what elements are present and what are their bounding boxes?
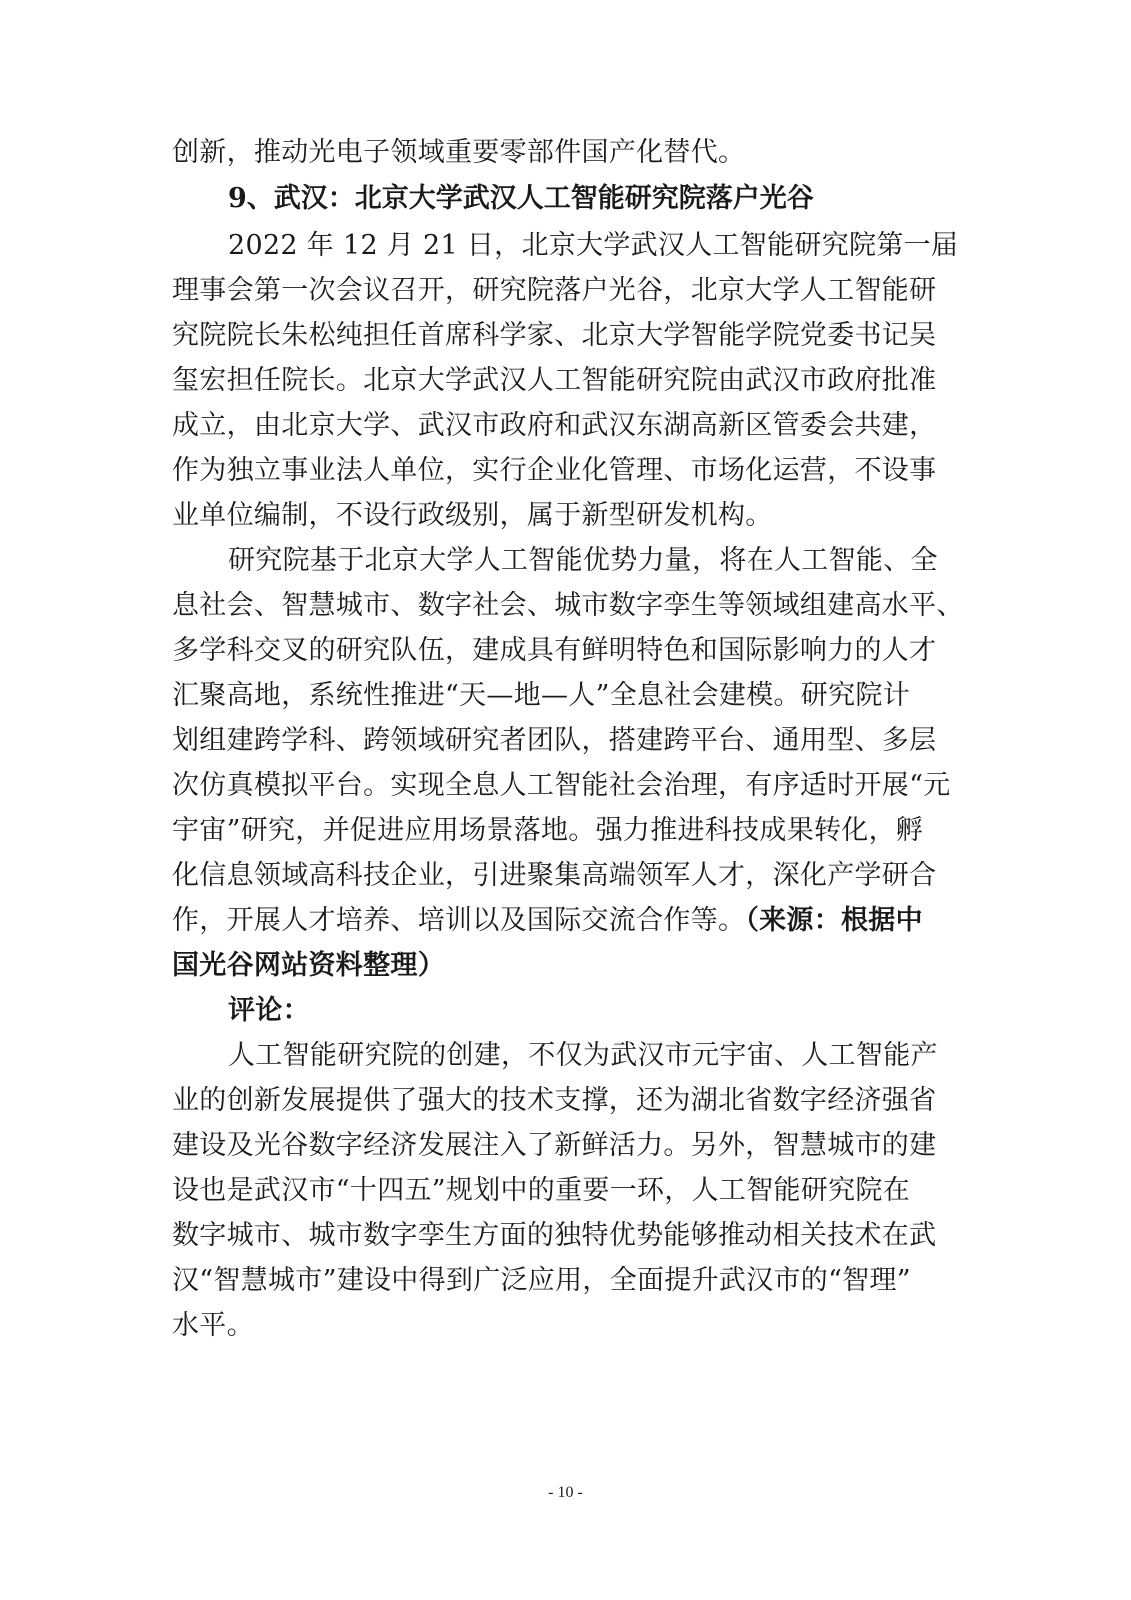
section-heading: 9、武汉：北京大学武汉人工智能研究院落户光谷 (228, 183, 814, 214)
paragraph-line: 究院院长朱松纯担任首席科学家、北京大学智能学院党委书记吴 (172, 320, 937, 351)
paragraph-line: 设也是武汉市“十四五”规划中的重要一环，人工智能研究院在 (172, 1175, 911, 1206)
paragraph-1 (172, 223, 964, 538)
paragraph-2 (172, 538, 964, 988)
page-number: - 10 - (548, 1484, 583, 1501)
paragraph-line: 划组建跨学科、跨领域研究者团队，搭建跨平台、通用型、多层 (172, 725, 937, 756)
paragraph-line: 人工智能研究院的创建，不仅为武汉市元宇宙、人工智能产 (228, 1040, 938, 1071)
source-citation-continued: 国光谷网站资料整理） (172, 950, 445, 981)
paragraph-line (172, 898, 964, 943)
paragraph-line: 业的创新发展提供了强大的技术支撑，还为湖北省数字经济强省 (172, 1085, 937, 1116)
paragraph-line: 多学科交叉的研究队伍，建成具有鲜明特色和国际影响力的人才 (172, 635, 937, 666)
intro-line: 创新，推动光电子领域重要零部件国产化替代。 (172, 137, 746, 168)
paragraph-line: 理事会第一次会议召开，研究院落户光谷，北京大学人工智能研 (172, 275, 937, 306)
paragraph-line: 息社会、智慧城市、数字社会、城市数字孪生等领域组建高水平、 (172, 590, 964, 621)
paragraph-line: 业单位编制，不设行政级别，属于新型研发机构。 (172, 500, 773, 531)
paragraph-line: 玺宏担任院长。北京大学武汉人工智能研究院由武汉市政府批准 (172, 365, 937, 396)
paragraph-line: 水平。 (172, 1310, 254, 1341)
paragraph-line: 宇宙”研究，并促进应用场景落地。强力推进科技成果转化，孵 (172, 815, 924, 846)
paragraph-text: 作，开展人才培养、培训以及国际交流合作等。 (172, 905, 746, 936)
comment-label: 评论： (228, 995, 310, 1026)
paragraph-line: 汉“智慧城市”建设中得到广泛应用，全面提升武汉市的“智理” (172, 1265, 911, 1296)
paragraph-line: 2022 年 12 月 21 日，北京大学武汉人工智能研究院第一届 (228, 230, 959, 261)
paragraph-line: 化信息领域高科技企业，引进聚集高端领军人才，深化产学研合 (172, 860, 937, 891)
paragraph-line: 数字城市、城市数字孪生方面的独特优势能够推动相关技术在武 (172, 1220, 937, 1251)
source-citation: （来源：根据中 (745, 905, 923, 936)
paragraph-line: 建设及光谷数字经济发展注入了新鲜活力。另外，智慧城市的建 (172, 1130, 937, 1161)
paragraph-line: 汇聚高地，系统性推进“天—地—人”全息社会建模。研究院计 (172, 680, 911, 711)
paragraph-line: 作为独立事业法人单位，实行企业化管理、市场化运营，不设事 (172, 455, 937, 486)
document-page (172, 130, 964, 1348)
paragraph-line: 研究院基于北京大学人工智能优势力量，将在人工智能、全 (228, 545, 938, 576)
comment-paragraph (172, 1033, 964, 1348)
paragraph-line: 成立，由北京大学、武汉市政府和武汉东湖高新区管委会共建， (172, 410, 937, 441)
paragraph-line: 次仿真模拟平台。实现全息人工智能社会治理，有序适时开展“元 (172, 770, 951, 801)
